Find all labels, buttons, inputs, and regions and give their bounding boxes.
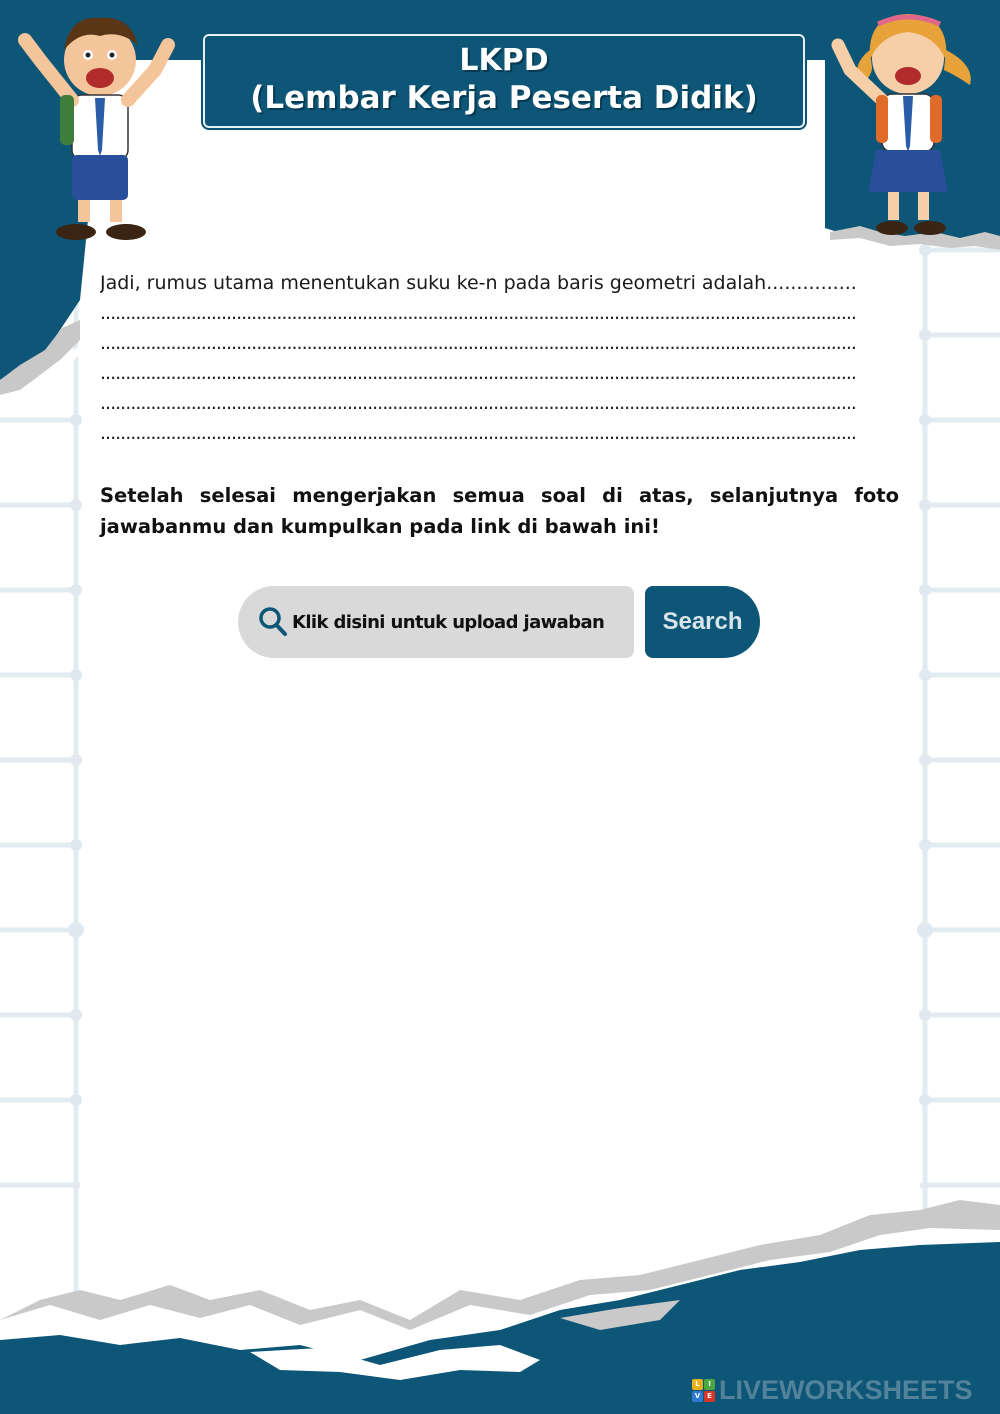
question-text: Jadi, rumus utama menentukan suku ke-n pada baris geometri adalah............... [100,272,857,294]
logo-letter-l: L [692,1379,703,1390]
search-button[interactable]: Search [645,586,760,658]
answer-line-5[interactable]: ...................................................................................................................................................... [100,422,856,444]
instruction-text: Setelah selesai mengerjakan semua soal di atas, selanjutnya foto jawabanmu dan kumpulkan pada link di bawah ini! [100,484,899,538]
logo-letter-v: V [692,1391,703,1402]
search-icon [258,606,288,638]
upload-link-field[interactable] [238,586,634,658]
liveworksheets-logo [692,1379,715,1402]
brand-text: LIVEWORKSHEETS [719,1374,973,1405]
question-section [100,268,898,448]
title-line-1: LKPD [459,43,549,78]
upload-link-label[interactable]: Klik disini untuk upload jawaban [292,611,605,633]
answer-line-2[interactable]: ...................................................................................................................................................... [100,332,856,354]
liveworksheets-brand [692,1376,973,1404]
logo-letter-i: I [704,1379,715,1390]
answer-line-3[interactable]: ...................................................................................................................................................... [100,362,856,384]
answer-line-4[interactable]: ...................................................................................................................................................... [100,392,856,414]
title-line-2: (Lembar Kerja Peserta Didik) [250,80,758,116]
answer-line-1[interactable]: ...................................................................................................................................................... [100,302,856,324]
logo-letter-e: E [704,1391,715,1402]
worksheet-title-banner [203,34,805,128]
